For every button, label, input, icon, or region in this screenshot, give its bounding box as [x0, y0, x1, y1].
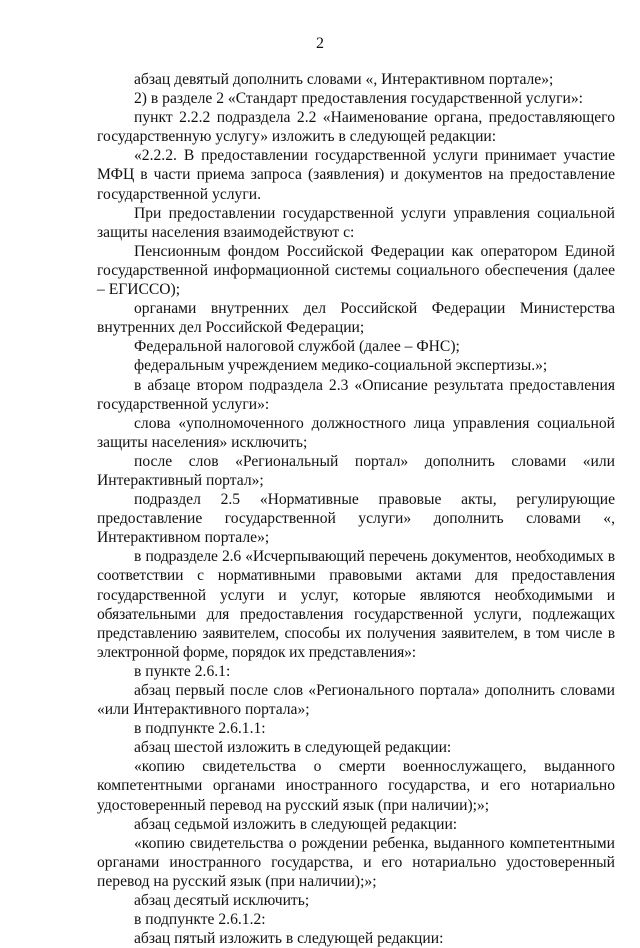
paragraph: абзац десятый исключить;	[134, 892, 310, 910]
paragraph: слова «уполномоченного должностного лица управления социальной защиты населения» исключить;	[97, 414, 615, 451]
paragraph: пункт 2.2.2 подраздела 2.2 «Наименование органа, предоставляющего государственную услугу» изложить в следующей редакции:	[97, 109, 615, 146]
paragraph: в подпункте 2.6.1.1:	[134, 720, 266, 738]
paragraph: абзац пятый изложить в следующей редакции:	[134, 930, 444, 948]
paragraph: При предоставлении государственной услуги управления социальной защиты населения взаимодействуют с:	[97, 204, 615, 241]
paragraph: в пункте 2.6.1:	[134, 662, 231, 680]
paragraph: органами внутренних дел Российской Федерации Министерства внутренних дел Российской Федерации;	[97, 300, 615, 337]
paragraph: «2.2.2. В предоставлении государственной услуги принимает участие МФЦ в части приема запроса (заявления) и документов на предоставление государственной услуги.	[97, 147, 615, 203]
paragraph: в подразделе 2.6 «Исчерпывающий перечень документов, необходимых в соответствии с нормативными правовыми актами для предоставления государственной услуги и услуг, которые являются необходимыми и обязательными для предоставления государственной услуги, подлежащих представлению заявителем, способы их получения заявителем, в том числе в электронной форме, порядок их представления»:	[97, 548, 615, 661]
paragraph: в абзаце втором подраздела 2.3 «Описание результата предоставления государственной услуги»:	[97, 376, 615, 413]
paragraph: абзац седьмой изложить в следующей редакции:	[134, 815, 458, 833]
paragraph: Федеральной налоговой службой (далее – ФНС);	[134, 338, 460, 356]
paragraph: после слов «Региональный портал» дополнить словами «или Интерактивный портал»;	[97, 452, 615, 489]
paragraph: абзац первый после слов «Регионального портала» дополнить словами «или Интерактивного портала»;	[97, 682, 615, 719]
paragraph: абзац шестой изложить в следующей редакции:	[134, 739, 452, 757]
paragraph: «копию свидетельства о смерти военнослужащего, выданного компетентными органами иностранного государства, и его нотариально удостоверенный перевод на русский язык (при наличии);»;	[97, 758, 615, 814]
paragraph: абзац девятый дополнить словами «, Интерактивном портале»;	[134, 71, 554, 88]
paragraph: подраздел 2.5 «Нормативные правовые акты, регулирующие предоставление государственной услуги» дополнить словами «, Интерактивном портале»;	[97, 491, 615, 547]
paragraph: 2) в разделе 2 «Стандарт предоставления государственной услуги»:	[134, 90, 583, 108]
page-number: 2	[316, 35, 324, 52]
document-body	[97, 70, 615, 948]
paragraph: Пенсионным фондом Российской Федерации как оператором Единой государственной информационной системы социального обеспечения (далее – ЕГИССО);	[97, 242, 615, 299]
paragraph: в подпункте 2.6.1.2:	[134, 911, 266, 929]
paragraph: «копию свидетельства о рождении ребенка, выданного компетентными органами иностранного государства, и его нотариально удостоверенный перевод на русский язык (при наличии);»;	[97, 834, 615, 890]
paragraph: федеральным учреждением медико-социальной экспертизы.»;	[134, 357, 548, 375]
